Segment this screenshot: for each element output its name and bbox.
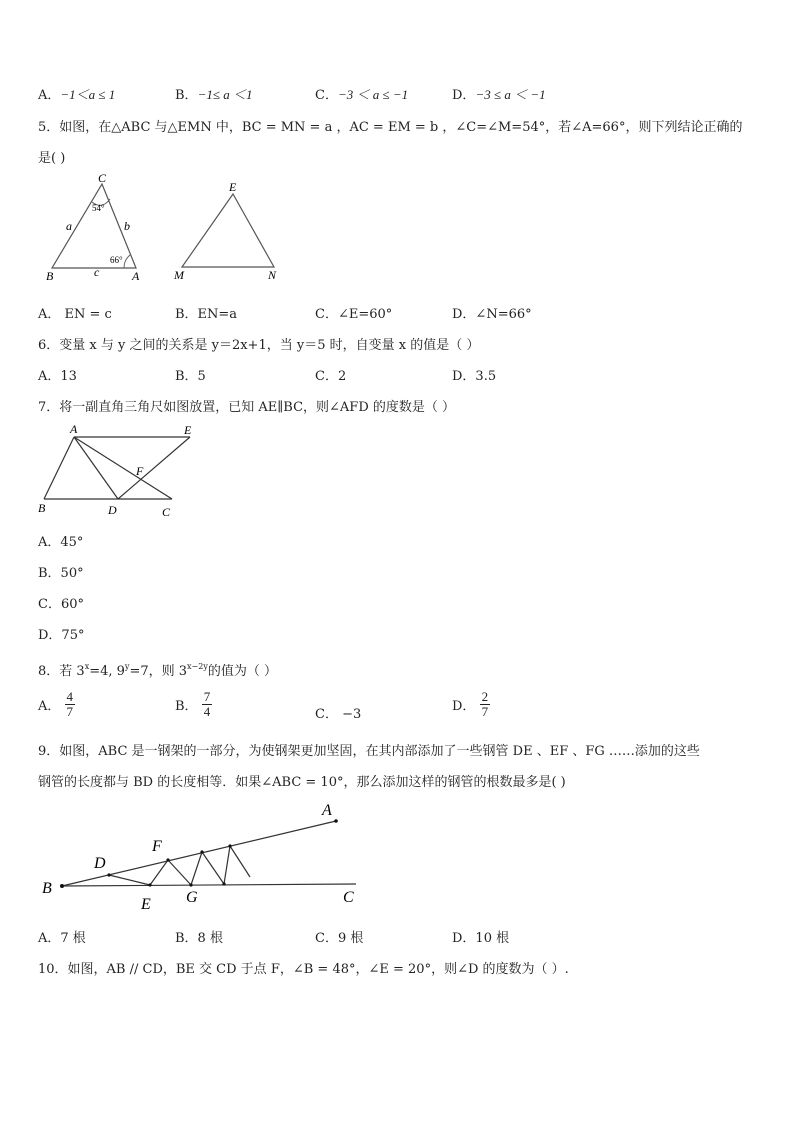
label-B: B [46, 269, 54, 282]
q9-option-a[interactable]: A．7 根 [38, 931, 86, 946]
q8-option-a[interactable]: A． $\frac{4}{7}$ [38, 689, 74, 719]
q7-stem: 7．将一副直角三角尺如图放置，已知 AE∥BC，则∠AFD 的度数是（ ） [38, 400, 456, 415]
q6-option-a[interactable]: A．13 [38, 369, 77, 384]
q9-option-c[interactable]: C．9 根 [315, 931, 364, 946]
label-N: N [268, 268, 277, 282]
q5-option-b[interactable]: B．EN=a [175, 307, 238, 322]
q7-option-a[interactable]: A．45° [38, 535, 84, 550]
q6-option-b[interactable]: B．5 [175, 369, 206, 384]
label-angle-a: 66° [110, 255, 123, 265]
fraction: $\frac{7}{4}$ [203, 689, 211, 719]
q7-option-b[interactable]: B．50° [38, 566, 84, 581]
q10-stem: 10．如图，AB // CD，BE 交 CD 于点 F，∠B = 48°，∠E = 20°，则∠D 的度数为（ ）. [38, 962, 569, 977]
q6-option-c[interactable]: C．2 [315, 369, 347, 384]
q4-option-c[interactable]: C．−3 ＜ a ≤ −1 [315, 87, 409, 103]
q7-option-d[interactable]: D．75° [38, 628, 85, 643]
q9-stem-line2: 钢管的长度都与 BD 的长度相等．如果∠ABC = 10°，那么添加这样的钢管的根数最多是( ) [38, 775, 566, 790]
q4-option-a[interactable]: A．−1＜a ≤ 1 [38, 87, 116, 103]
q5-option-d[interactable]: D．∠N=66° [452, 307, 532, 322]
q4-option-b[interactable]: B．−1≤ a ＜1 [175, 87, 253, 103]
q6-stem: 6．变量 x 与 y 之间的关系是 y＝2x+1，当 y＝5 时，自变量 x 的值是（ ） [38, 338, 480, 353]
label-C: C [343, 889, 354, 906]
label-F: F [152, 838, 162, 855]
label-A: A [70, 422, 78, 436]
q5-option-a[interactable]: A． EN = c [38, 307, 112, 322]
q5-stem-line2: 是( ) [38, 151, 66, 166]
label-F: F [136, 464, 144, 478]
q8-option-b[interactable]: B． $\frac{7}{4}$ [175, 689, 211, 719]
fraction: $\frac{4}{7}$ [66, 689, 74, 719]
label-A: A [322, 802, 332, 819]
q9-figure [36, 798, 366, 914]
label-C: C [98, 172, 107, 185]
label-B: B [42, 880, 52, 897]
label-M: M [174, 268, 184, 282]
fraction: $\frac{2}{7}$ [481, 689, 489, 719]
q6-option-d[interactable]: D．3.5 [452, 369, 497, 384]
q5-option-c[interactable]: C．∠E=60° [315, 307, 393, 322]
label-E: E [141, 896, 151, 913]
q8-option-d[interactable]: D． $\frac{2}{7}$ [452, 689, 489, 719]
label-c: c [94, 265, 100, 279]
q8-stem: 8．若 $3^x=4$, $9^y=7$，则 $3^{x-2y}$的值为（ ） [38, 662, 277, 679]
label-B: B [38, 501, 46, 515]
label-A: A [132, 269, 140, 282]
q5-figure-triangle-emn [170, 178, 290, 282]
q9-option-d[interactable]: D．10 根 [452, 931, 510, 946]
label-b: b [124, 219, 130, 233]
label-D: D [108, 503, 117, 517]
label-angle-c: 54° [92, 203, 105, 213]
q9-option-b[interactable]: B．8 根 [175, 931, 223, 946]
q5-stem-line1: 5．如图，在△ABC 与△EMN 中，BC = MN = a ，AC = EM = b ，∠C=∠M=54°，若∠A=66°，则下列结论正确的 [38, 120, 743, 135]
label-E: E [184, 423, 192, 437]
label-a: a [66, 219, 72, 233]
label-C: C [162, 505, 171, 519]
q8-option-c[interactable]: C． −3 [315, 707, 362, 722]
q9-stem-line1: 9．如图，ABC 是一钢架的一部分，为使钢架更加坚固，在其内部添加了一些钢管 DE 、EF 、FG ……添加的这些 [38, 744, 700, 759]
label-E: E [229, 180, 237, 194]
q4-option-d[interactable]: D．−3 ≤ a ＜ −1 [452, 87, 546, 103]
label-G: G [186, 889, 198, 906]
q7-figure [36, 420, 202, 520]
label-D: D [94, 855, 106, 872]
q7-option-c[interactable]: C．60° [38, 597, 84, 612]
q5-figure-triangle-abc [40, 172, 150, 282]
